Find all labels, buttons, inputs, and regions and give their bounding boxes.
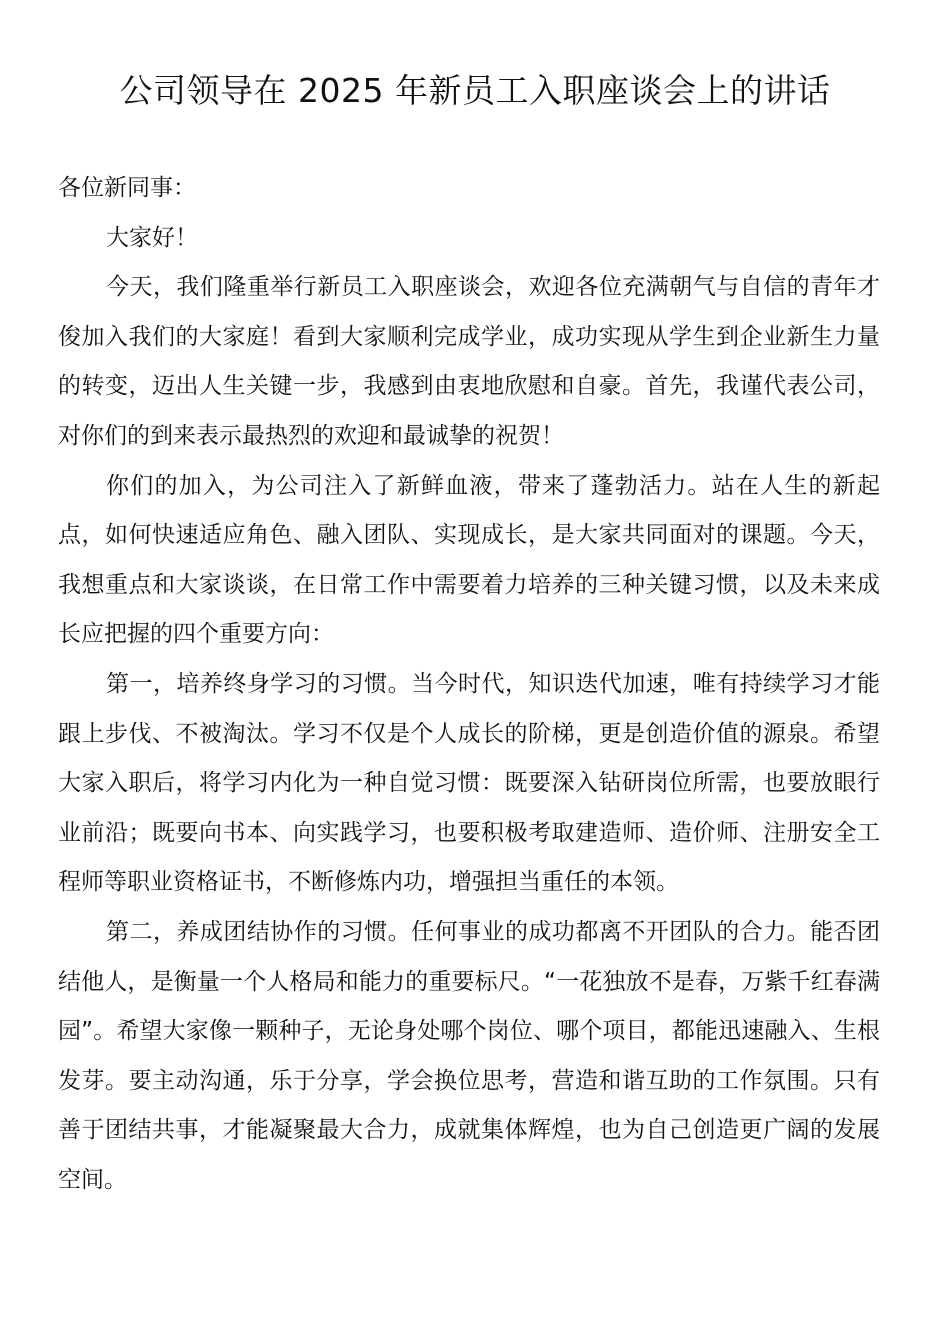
document-title: 公司领导在 2025 年新员工入职座谈会上的讲话 xyxy=(119,71,831,110)
paragraph-introduction: 你们的加入，为公司注入了新鲜血液，带来了蓬勃活力。站在人生的新起点，如何快速适应角色、融入团队、实现成长，是大家共同面对的课题。今天，我想重点和大家谈谈，在日常工作中需要着力培养的三种关键习惯，以及未来成长应把握的四个重要方向： xyxy=(58,472,880,648)
paragraph-welcome: 今天，我们隆重举行新员工入职座谈会，欢迎各位充满朝气与自信的青年才俊加入我们的大家庭！看到大家顺利完成学业，成功实现从学生到企业新生力量的转变，迈出人生关键一步，我感到由衷地欣慰和自豪。首先，我谨代表公司，对你们的到来表示最热烈的欢迎和最诚挚的祝贺！ xyxy=(58,274,880,449)
paragraph-teamwork-habit: 第二，养成团结协作的习惯。任何事业的成功都离不开团队的合力。能否团结他人，是衡量一个人格局和能力的重要标尺。“一花独放不是春，万紫千红春满园”。希望大家像一颗种子，无论身处哪个岗位、哪个项目，都能迅速融入、生根发芽。要主动沟通，乐于分享，学会换位思考，营造和谐互助的工作氛围。只有善于团结共事，才能凝聚最大合力，成就集体辉煌，也为自己创造更广阔的发展空间。 xyxy=(58,918,880,1193)
greeting: 大家好！ xyxy=(106,224,198,251)
paragraph-learning-habit: 第一，培养终身学习的习惯。当今时代，知识迭代加速，唯有持续学习才能跟上步伐、不被淘汰。学习不仅是个人成长的阶梯，更是创造价值的源泉。希望大家入职后，将学习内化为一种自觉习惯：既要深入钻研岗位所需，也要放眼行业前沿；既要向书本、向实践学习，也要积极考取建造师、造价师、注册安全工程师等职业资格证书，不断修炼内功，增强担当重任的本领。 xyxy=(58,670,880,896)
salutation: 各位新同事： xyxy=(58,175,196,201)
document-body xyxy=(58,164,880,1205)
